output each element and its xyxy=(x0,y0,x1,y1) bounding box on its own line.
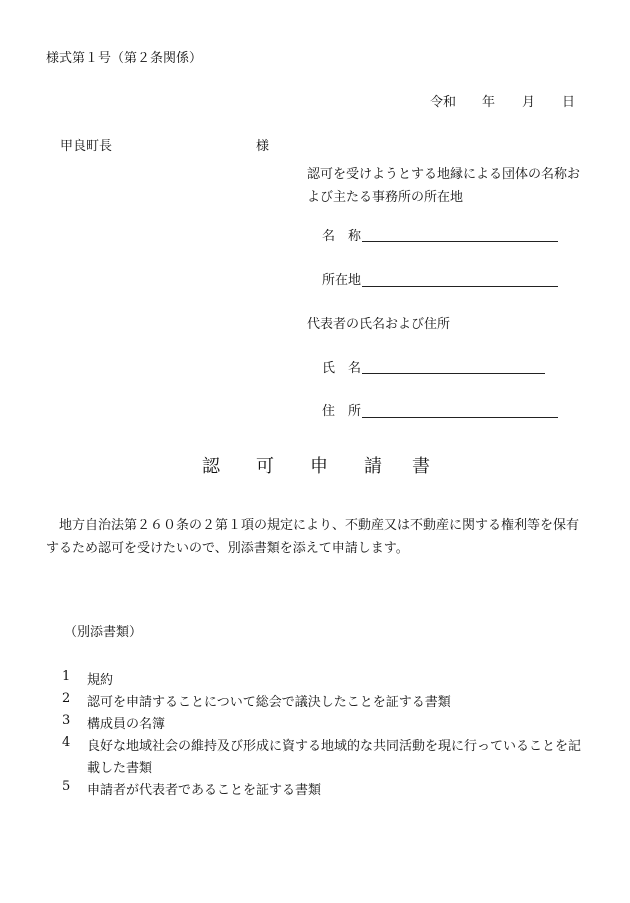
list-item-text: 構成員の名簿 xyxy=(87,717,166,732)
list-item-text: 良好な地域社会の維持及び形成に資する地域的な共同活動を現に行っていることを記載した書類 xyxy=(87,739,582,776)
rep-address-label: 住 所 xyxy=(322,404,362,419)
rep-name-label: 氏 名 xyxy=(322,361,362,376)
list-item-number: 5 xyxy=(62,779,71,794)
date-era: 令和 xyxy=(430,95,457,110)
date-day-unit: 日 xyxy=(562,95,576,110)
org-name-field[interactable] xyxy=(362,241,558,242)
title-char: 申 xyxy=(310,456,328,477)
addressee-name: 甲良町長 xyxy=(60,139,113,154)
org-name-label: 名 称 xyxy=(322,229,362,244)
form-number: 様式第１号（第２条関係） xyxy=(46,51,203,66)
list-item-text: 申請者が代表者であることを証する書類 xyxy=(87,783,322,798)
date-month-unit: 月 xyxy=(522,95,536,110)
attachments-heading: （別添書類） xyxy=(64,625,143,640)
rep-address-field[interactable] xyxy=(362,417,558,418)
list-item-text: 認可を申請することについて総会で議決したことを証する書類 xyxy=(87,695,451,710)
title-char: 書 xyxy=(412,456,430,477)
list-item-number: 2 xyxy=(62,691,71,706)
representative-heading: 代表者の氏名および住所 xyxy=(307,317,451,332)
list-item-number: 3 xyxy=(62,713,71,728)
list-item-number: 1 xyxy=(62,669,71,684)
application-body-text: 地方自治法第２６０条の２第１項の規定により、不動産又は不動産に関する権利等を保有するため認可を受けたいので、別添書類を添えて申請します。 xyxy=(46,518,580,556)
title-char: 認 xyxy=(202,456,220,477)
org-heading: 認可を受けようとする地縁による団体の名称および主たる事務所の所在地 xyxy=(307,167,581,205)
addressee-suffix: 様 xyxy=(256,139,270,154)
title-char: 請 xyxy=(364,456,382,477)
org-address-label: 所在地 xyxy=(322,273,362,288)
list-item-number: 4 xyxy=(62,735,71,750)
rep-name-field[interactable] xyxy=(362,373,545,374)
title-char: 可 xyxy=(256,456,274,477)
org-address-field[interactable] xyxy=(362,286,558,287)
list-item-text: 規約 xyxy=(87,673,114,688)
date-year-unit: 年 xyxy=(482,95,496,110)
